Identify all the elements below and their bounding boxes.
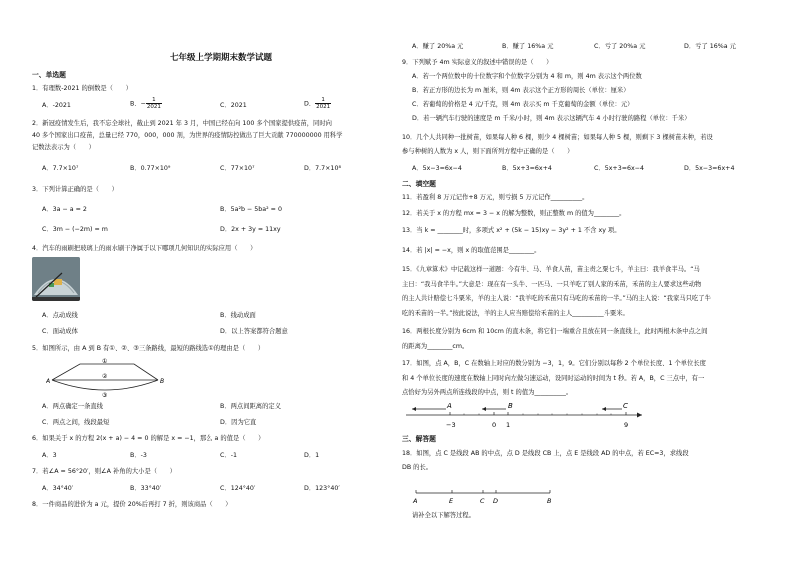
q18-prompt: 请补全以下解答过程。 <box>412 512 475 519</box>
q12-text: 12．若关于 x 的方程 mx = 3 − x 的解为整数，则正整数 m 的值为________。 <box>402 210 626 217</box>
q17-tick-1: 1 <box>506 421 511 429</box>
q17-tick-9: 9 <box>624 421 629 429</box>
q18-line2: DB 的长。 <box>402 464 433 471</box>
q4-option-a: A．点动成线 <box>42 312 78 319</box>
q1-option-b <box>130 97 162 110</box>
q18-segment-diagram <box>410 486 560 508</box>
q5-route-1: ① <box>102 358 108 365</box>
q5-route-2: ② <box>102 373 108 380</box>
q1-b-num: 1 <box>146 97 162 104</box>
q1-b-fraction <box>146 97 162 110</box>
q17-point-b: B <box>508 402 513 410</box>
q3-option-b: B．5a²b − 5ba² = 0 <box>220 206 282 213</box>
q4-stem: 4．汽车的雨刷把玻璃上的雨水刷干净属于以下哪项几何知识的实际应用（ ） <box>32 245 257 252</box>
q9-option-c: C．若葡萄的价格是 4 元/千克，则 4m 表示买 m 千克葡萄的金额（单位：元） <box>412 101 634 108</box>
q17-point-c: C <box>623 402 628 410</box>
q2-option-b: B．0.77×10⁹ <box>130 165 171 172</box>
q11-text: 11．若盈利 8 万元记作+8 万元，则亏损 5 万元记作__________。 <box>402 194 589 201</box>
q7-option-d: D．123°40′ <box>304 485 340 492</box>
q5-option-d: D．因为它直 <box>220 419 257 426</box>
q16-line1: 16．两根长度分别为 6cm 和 10cm 的直木条，将它们一端重合且放在同一条直线上，此时两根木条中点之间 <box>402 328 708 335</box>
q1-d-num: 1 <box>315 97 331 104</box>
q8-option-d: D．亏了 16%a 元 <box>684 43 736 50</box>
q10-line2: 参与种树的人数为 x 人，则下面所列方程中正确的是（ ） <box>402 148 574 155</box>
q18-point-d: D <box>493 497 499 505</box>
q1-b-prefix: B．− <box>130 100 146 108</box>
section-answer: 三、解答题 <box>402 435 436 443</box>
q17-tick-neg3: −3 <box>446 421 456 429</box>
q5-stem: 5．如图所示，由 A 到 B 有①、②、③三条路线，最短的路线选①的理由是（ ） <box>32 345 265 352</box>
q17-line3: 点恰好为另外两点所连线段的中点，则 t 的值为__________。 <box>402 389 573 396</box>
q9-option-a: A．若一个两位数中的十位数字和个位数字分别为 4 和 m，则 4m 表示这个两位数 <box>412 73 642 80</box>
q17-line2: 和 4 个单位长度的速度在数轴上同时向左做匀速运动，设同时运动的时间为 t 秒。若 A，B，C 三点中，有一 <box>402 375 705 382</box>
q1-option-c: C．2021 <box>220 102 247 109</box>
q2-line2: 40 多个国家出口疫苗，总量已经 770，000，000 剂，为世界的疫情防控做出了巨大贡献 770000000 用科学 <box>32 132 343 139</box>
q7-option-c: C．124°40′ <box>220 485 256 492</box>
q17-line1: 17．如图，点 A，B，C 在数轴上对应的数分别为 −3，1，9。它们分别以每秒 2 个单位长度、1 个单位长度 <box>402 360 706 367</box>
q8-option-b: B．赚了 16%a 元 <box>502 43 554 50</box>
q2-line3: 记数法表示为（ ） <box>32 144 95 151</box>
q15-line3: 的主人共计赔偿七斗粟米，羊的主人说：“我羊吃的禾苗只有马吃的禾苗的一半。”马的主人说：“我家马只吃了牛 <box>402 295 711 302</box>
q3-stem: 3．下列计算正确的是（ ） <box>32 186 118 193</box>
q13-text: 13．当 k = ________时，多项式 x² + (5k − 15)xy − 3y² + 1 不含 xy 项。 <box>402 227 621 234</box>
q8-stem: 8．一件商品的进价为 a 元，提价 20%后再打 7 折，则该商品（ ） <box>32 501 232 508</box>
q16-line2: 的距离为________cm。 <box>402 343 469 350</box>
q4-option-d: D．以上答案都符合题意 <box>220 328 288 335</box>
q10-option-b: B．5x+3=6x+4 <box>502 165 552 172</box>
q7-stem: 7．若∠A = 56°20′，则∠A 补角的大小是（ ） <box>32 468 176 475</box>
q5-option-b: B．两点间距离的定义 <box>220 403 281 410</box>
page-title: 七年级上学期期末数学试题 <box>170 53 273 63</box>
q18-point-c: C <box>480 497 485 505</box>
q6-option-c: C．-1 <box>220 452 237 459</box>
q3-option-d: D．2x + 3y = 11xy <box>220 226 281 233</box>
q4-option-c: C．面动成体 <box>42 328 78 335</box>
q5-option-a: A．两点确定一条直线 <box>42 403 103 410</box>
q7-option-b: B．33°40′ <box>130 485 162 492</box>
q3-option-a: A．3a − a = 2 <box>42 206 87 213</box>
q6-option-d: D．1 <box>304 452 320 459</box>
q18-point-b: B <box>547 497 552 505</box>
q1-d-fraction <box>315 97 331 110</box>
q6-option-b: B．-3 <box>130 452 147 459</box>
q15-line4: 吃的禾苗的一半。”按此说法，羊的主人应当赔偿给禾苗的主人__________斗粟米。 <box>402 310 629 317</box>
q17-number-line <box>402 399 652 431</box>
q9-option-d: D．若一辆汽车行驶的速度是 m 千米/小时，则 4m 表示这辆汽车 4 小时行驶的路程（单位：千米） <box>412 115 691 122</box>
q1-d-den: 2021 <box>316 104 331 110</box>
windshield-wiper-photo <box>32 257 80 301</box>
q4-option-b: B．线动成面 <box>220 312 256 319</box>
q2-line1: 2．新冠疫情发生后，我不忘全球社，截止到 2021 年 3 月，中国已经在向 100 多个国家提供疫苗，同时向 <box>32 120 332 127</box>
q5-route-diagram <box>46 356 166 400</box>
q14-text: 14．若 |x| = −x，则 x 的取值范围是________。 <box>402 247 541 254</box>
q1-option-d <box>304 97 331 110</box>
q5-option-c: C．两点之间，线段最短 <box>42 419 110 426</box>
q17-point-a: A <box>447 402 452 410</box>
q5-label-a: A <box>46 378 51 385</box>
q15-line1: 15．《九章算术》中记载这样一道题：今有牛、马、羊食人苗，苗主责之粟七斗，羊主曰：我羊食半马。“马 <box>402 266 700 273</box>
q8-option-c: C．亏了 20%a 元 <box>594 43 646 50</box>
q9-stem: 9．下列赋予 4m 实际意义的叙述中错误的是（ ） <box>402 59 553 66</box>
section-fill-in: 二、填空题 <box>402 180 436 188</box>
q2-option-c: C．77×10⁷ <box>220 165 255 172</box>
q18-point-a: A <box>413 497 418 505</box>
q6-option-a: A．3 <box>42 452 57 459</box>
q18-line1: 18．如图，点 C 是线段 AB 的中点，点 D 是线段 CB 上，点 E 是线段 AD 的中点，若 EC=3，求线段 <box>402 450 689 457</box>
q18-point-e: E <box>449 497 454 505</box>
q2-option-d: D．7.7×10⁸ <box>304 165 341 172</box>
q15-line2: 主曰：“我马食半牛。”大意是：现在有一头牛、一匹马、一只羊吃了别人家的禾苗，禾苗的主人要求这些动物 <box>402 281 702 288</box>
q1-option-a: A．-2021 <box>42 102 71 109</box>
q1-b-den: 2021 <box>146 104 161 110</box>
q10-option-a: A．5x−3=6x−4 <box>412 165 462 172</box>
q9-option-b: B．若正方形的边长为 m 厘米，则 4m 表示这个正方形的周长（单位：厘米） <box>412 87 630 94</box>
q1-d-prefix: D． <box>304 100 316 108</box>
section-single-choice: 一、单选题 <box>32 71 66 79</box>
q6-stem: 6．如果关于 x 的方程 2(x + a) − 4 = 0 的解是 x = −1，那么 a 的值是（ ） <box>32 435 265 442</box>
q2-option-a: A．7.7×10⁷ <box>42 165 79 172</box>
q7-option-a: A．34°40′ <box>42 485 74 492</box>
windshield-photo-graphic <box>32 257 80 301</box>
q10-line1: 10．几个人共同种一批树苗，如果每人种 6 棵，则少 4 棵树苗；如果每人种 5 棵，则剩下 3 棵树苗未种，若设 <box>402 134 713 141</box>
q10-option-c: C．5x+3=6x−4 <box>594 165 644 172</box>
q5-label-b: B <box>160 378 165 385</box>
q8-option-a: A．赚了 20%a 元 <box>412 43 464 50</box>
q17-tick-0: 0 <box>492 421 497 429</box>
q10-option-d: D．5x−3=6x+4 <box>684 165 735 172</box>
q5-route-3: ③ <box>102 392 108 399</box>
q3-option-c: C．3m − (−2m) = m <box>42 226 108 233</box>
q1-stem: 1．有理数-2021 的倒数是（ ） <box>32 85 132 92</box>
